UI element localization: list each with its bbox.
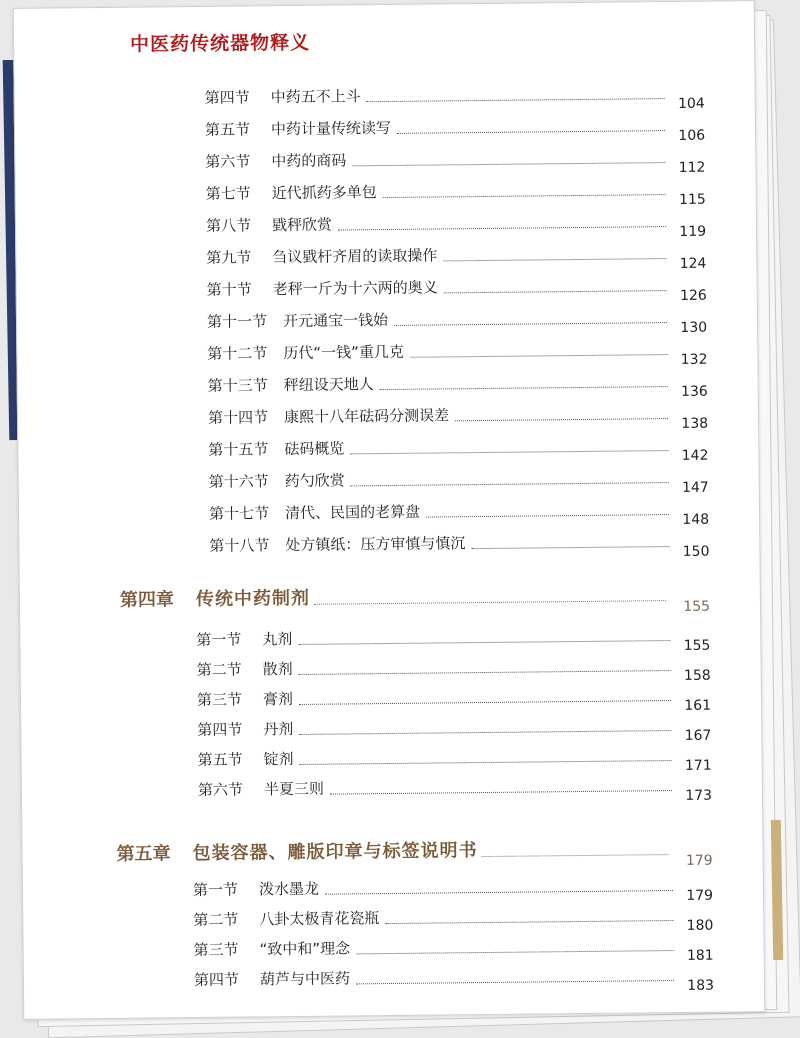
page-number: 179	[685, 852, 713, 869]
section-number: 第五节	[204, 120, 251, 139]
toc-entry[interactable]	[196, 654, 711, 684]
section-title: 锭剂	[263, 750, 294, 769]
toc-entry[interactable]	[208, 434, 709, 464]
section-title: 中药计量传统读写	[270, 118, 392, 139]
leader-dots	[385, 919, 673, 924]
page-number: 179	[686, 887, 714, 904]
toc-entry[interactable]	[209, 530, 710, 560]
section-number: 第十四节	[207, 408, 269, 427]
leader-dots	[351, 481, 669, 486]
section-number: 第一节	[192, 880, 239, 900]
page-number: 148	[682, 511, 710, 528]
page-number: 150	[682, 543, 710, 560]
section-title: 秤纽设天地人	[283, 375, 374, 395]
section-number: 第十二节	[207, 344, 268, 363]
section-title: 丸剂	[262, 630, 293, 649]
section-number: 第八节	[205, 216, 252, 235]
section-title: 中药五不上斗	[270, 87, 361, 107]
page-number: 119	[679, 223, 707, 240]
page-number: 171	[684, 757, 712, 774]
leader-dots	[444, 289, 667, 293]
leader-dots	[455, 417, 668, 421]
leader-dots	[356, 949, 673, 954]
section-title: “致中和”理念	[259, 939, 351, 959]
leader-dots	[350, 449, 668, 454]
leader-dots	[443, 257, 666, 261]
page-number: 155	[683, 598, 711, 615]
section-number: 第五节	[197, 750, 243, 770]
section-number: 第九节	[206, 248, 252, 267]
section-number: 第十七节	[208, 504, 270, 523]
toc-entry[interactable]	[204, 82, 705, 112]
section-number: 第二节	[193, 910, 239, 930]
section-title: 中药的商码	[271, 151, 347, 171]
section-title: 开元通宝一钱始	[282, 311, 389, 331]
section-number: 第十六节	[208, 472, 269, 491]
section-number: 第十五节	[208, 440, 269, 459]
section-number: 第十一节	[206, 312, 268, 331]
page-number: 112	[678, 159, 706, 176]
running-head: 中医药传统器物释义	[129, 31, 311, 56]
page-number: 155	[683, 637, 711, 654]
toc-entry[interactable]	[193, 964, 715, 994]
leader-dots	[356, 979, 674, 984]
leader-dots	[482, 853, 669, 857]
leader-dots	[314, 599, 666, 605]
section-title: 戥秤欣赏	[271, 215, 333, 235]
section-number: 第十节	[206, 280, 252, 299]
leader-dots	[471, 545, 669, 549]
toc-entry[interactable]	[196, 684, 712, 714]
toc-entry[interactable]	[207, 370, 708, 400]
section-title: 刍议戥杆齐眉的读取操作	[272, 246, 438, 267]
page-number: 130	[680, 319, 708, 336]
toc-entry[interactable]	[206, 242, 707, 272]
page-number: 124	[679, 255, 707, 272]
toc-entry[interactable]	[208, 498, 710, 528]
chapter-heading[interactable]	[119, 580, 711, 615]
toc-entry[interactable]	[197, 774, 713, 804]
toc-entry[interactable]	[207, 338, 708, 368]
page-number: 158	[683, 667, 711, 684]
section-number: 第七节	[205, 184, 251, 203]
leader-dots	[299, 729, 671, 735]
page-number: 136	[680, 383, 708, 400]
page-number: 183	[687, 977, 715, 994]
section-title: 泼水墨龙	[258, 879, 320, 899]
page-number: 132	[680, 351, 708, 368]
section-title: 八卦太极青花瓷瓶	[259, 909, 380, 929]
toc-entry[interactable]	[207, 402, 709, 432]
section-title: 散剂	[262, 660, 293, 679]
section-title: 丹剂	[263, 720, 294, 739]
page-number: 180	[686, 917, 714, 934]
toc-entry[interactable]	[197, 714, 712, 744]
toc-entry[interactable]	[206, 274, 707, 304]
page-number: 126	[679, 287, 707, 304]
leader-dots	[383, 193, 666, 198]
toc-entry[interactable]	[193, 934, 714, 964]
leader-dots	[299, 669, 671, 675]
section-number: 第四节	[204, 88, 250, 107]
section-title: 康熙十八年砝码分测误差	[283, 406, 450, 427]
section-number: 第一节	[196, 630, 242, 650]
leader-dots	[338, 225, 666, 230]
leader-dots	[410, 353, 667, 358]
leader-dots	[330, 789, 672, 795]
toc-entry[interactable]	[205, 210, 707, 240]
chapter-number: 第四章	[119, 589, 175, 611]
page-number: 173	[685, 787, 713, 804]
section-title: 药勺欣赏	[284, 471, 345, 491]
toc-entry[interactable]	[206, 306, 708, 336]
section-number: 第三节	[193, 940, 239, 960]
section-title: 老秤一斤为十六两的奥义	[272, 278, 438, 299]
section-number: 第六节	[205, 152, 251, 171]
toc-entry[interactable]	[205, 146, 706, 176]
page-number: 147	[681, 479, 709, 496]
chapter-heading[interactable]	[116, 834, 713, 869]
section-number: 第六节	[197, 780, 244, 800]
page-number: 106	[678, 127, 706, 144]
section-title: 处方镇纸：压方审慎与慎沉	[285, 534, 466, 555]
section-title: 膏剂	[262, 690, 294, 709]
section-number: 第四节	[193, 970, 240, 990]
toc-entry[interactable]	[192, 874, 714, 904]
leader-dots	[380, 385, 668, 390]
section-title: 历代“一钱”重几克	[283, 342, 404, 363]
leader-dots	[352, 161, 665, 166]
section-number: 第十八节	[209, 536, 270, 555]
leader-dots	[397, 129, 665, 134]
page-number: 115	[678, 191, 706, 208]
toc-entry[interactable]	[196, 624, 711, 654]
section-title: 半夏三则	[263, 779, 325, 799]
toc-entry[interactable]	[205, 178, 706, 208]
chapter-title: 传统中药制剂	[195, 587, 311, 611]
chapter-title: 包装容器、雕版印章与标签说明书	[192, 840, 478, 865]
toc-entry[interactable]	[193, 904, 714, 934]
leader-dots	[298, 639, 670, 645]
chapter-number: 第五章	[116, 843, 171, 865]
section-title: 葫芦与中医药	[259, 969, 351, 989]
page-number: 142	[681, 447, 709, 464]
leader-dots	[299, 699, 671, 705]
leader-dots	[325, 889, 673, 895]
section-title: 清代、民国的老算盘	[284, 502, 421, 523]
section-title: 砝码概览	[284, 439, 345, 459]
section-title: 近代抓药多单包	[271, 183, 377, 203]
section-number: 第二节	[196, 660, 242, 680]
leader-dots	[367, 97, 665, 102]
page-number: 181	[686, 947, 714, 964]
page-number: 167	[684, 727, 712, 744]
page-number: 138	[681, 415, 709, 432]
toc-entry[interactable]	[197, 744, 712, 774]
page-number: 161	[684, 697, 712, 714]
page-number: 104	[677, 95, 705, 112]
toc-entry[interactable]	[204, 114, 706, 144]
toc-entry[interactable]	[208, 466, 709, 496]
section-number: 第四节	[197, 720, 243, 740]
leader-dots	[426, 513, 669, 518]
section-number: 第十三节	[207, 376, 268, 395]
leader-dots	[394, 321, 667, 326]
leader-dots	[300, 759, 672, 765]
section-number: 第三节	[196, 690, 243, 710]
toc-page	[13, 0, 766, 1020]
